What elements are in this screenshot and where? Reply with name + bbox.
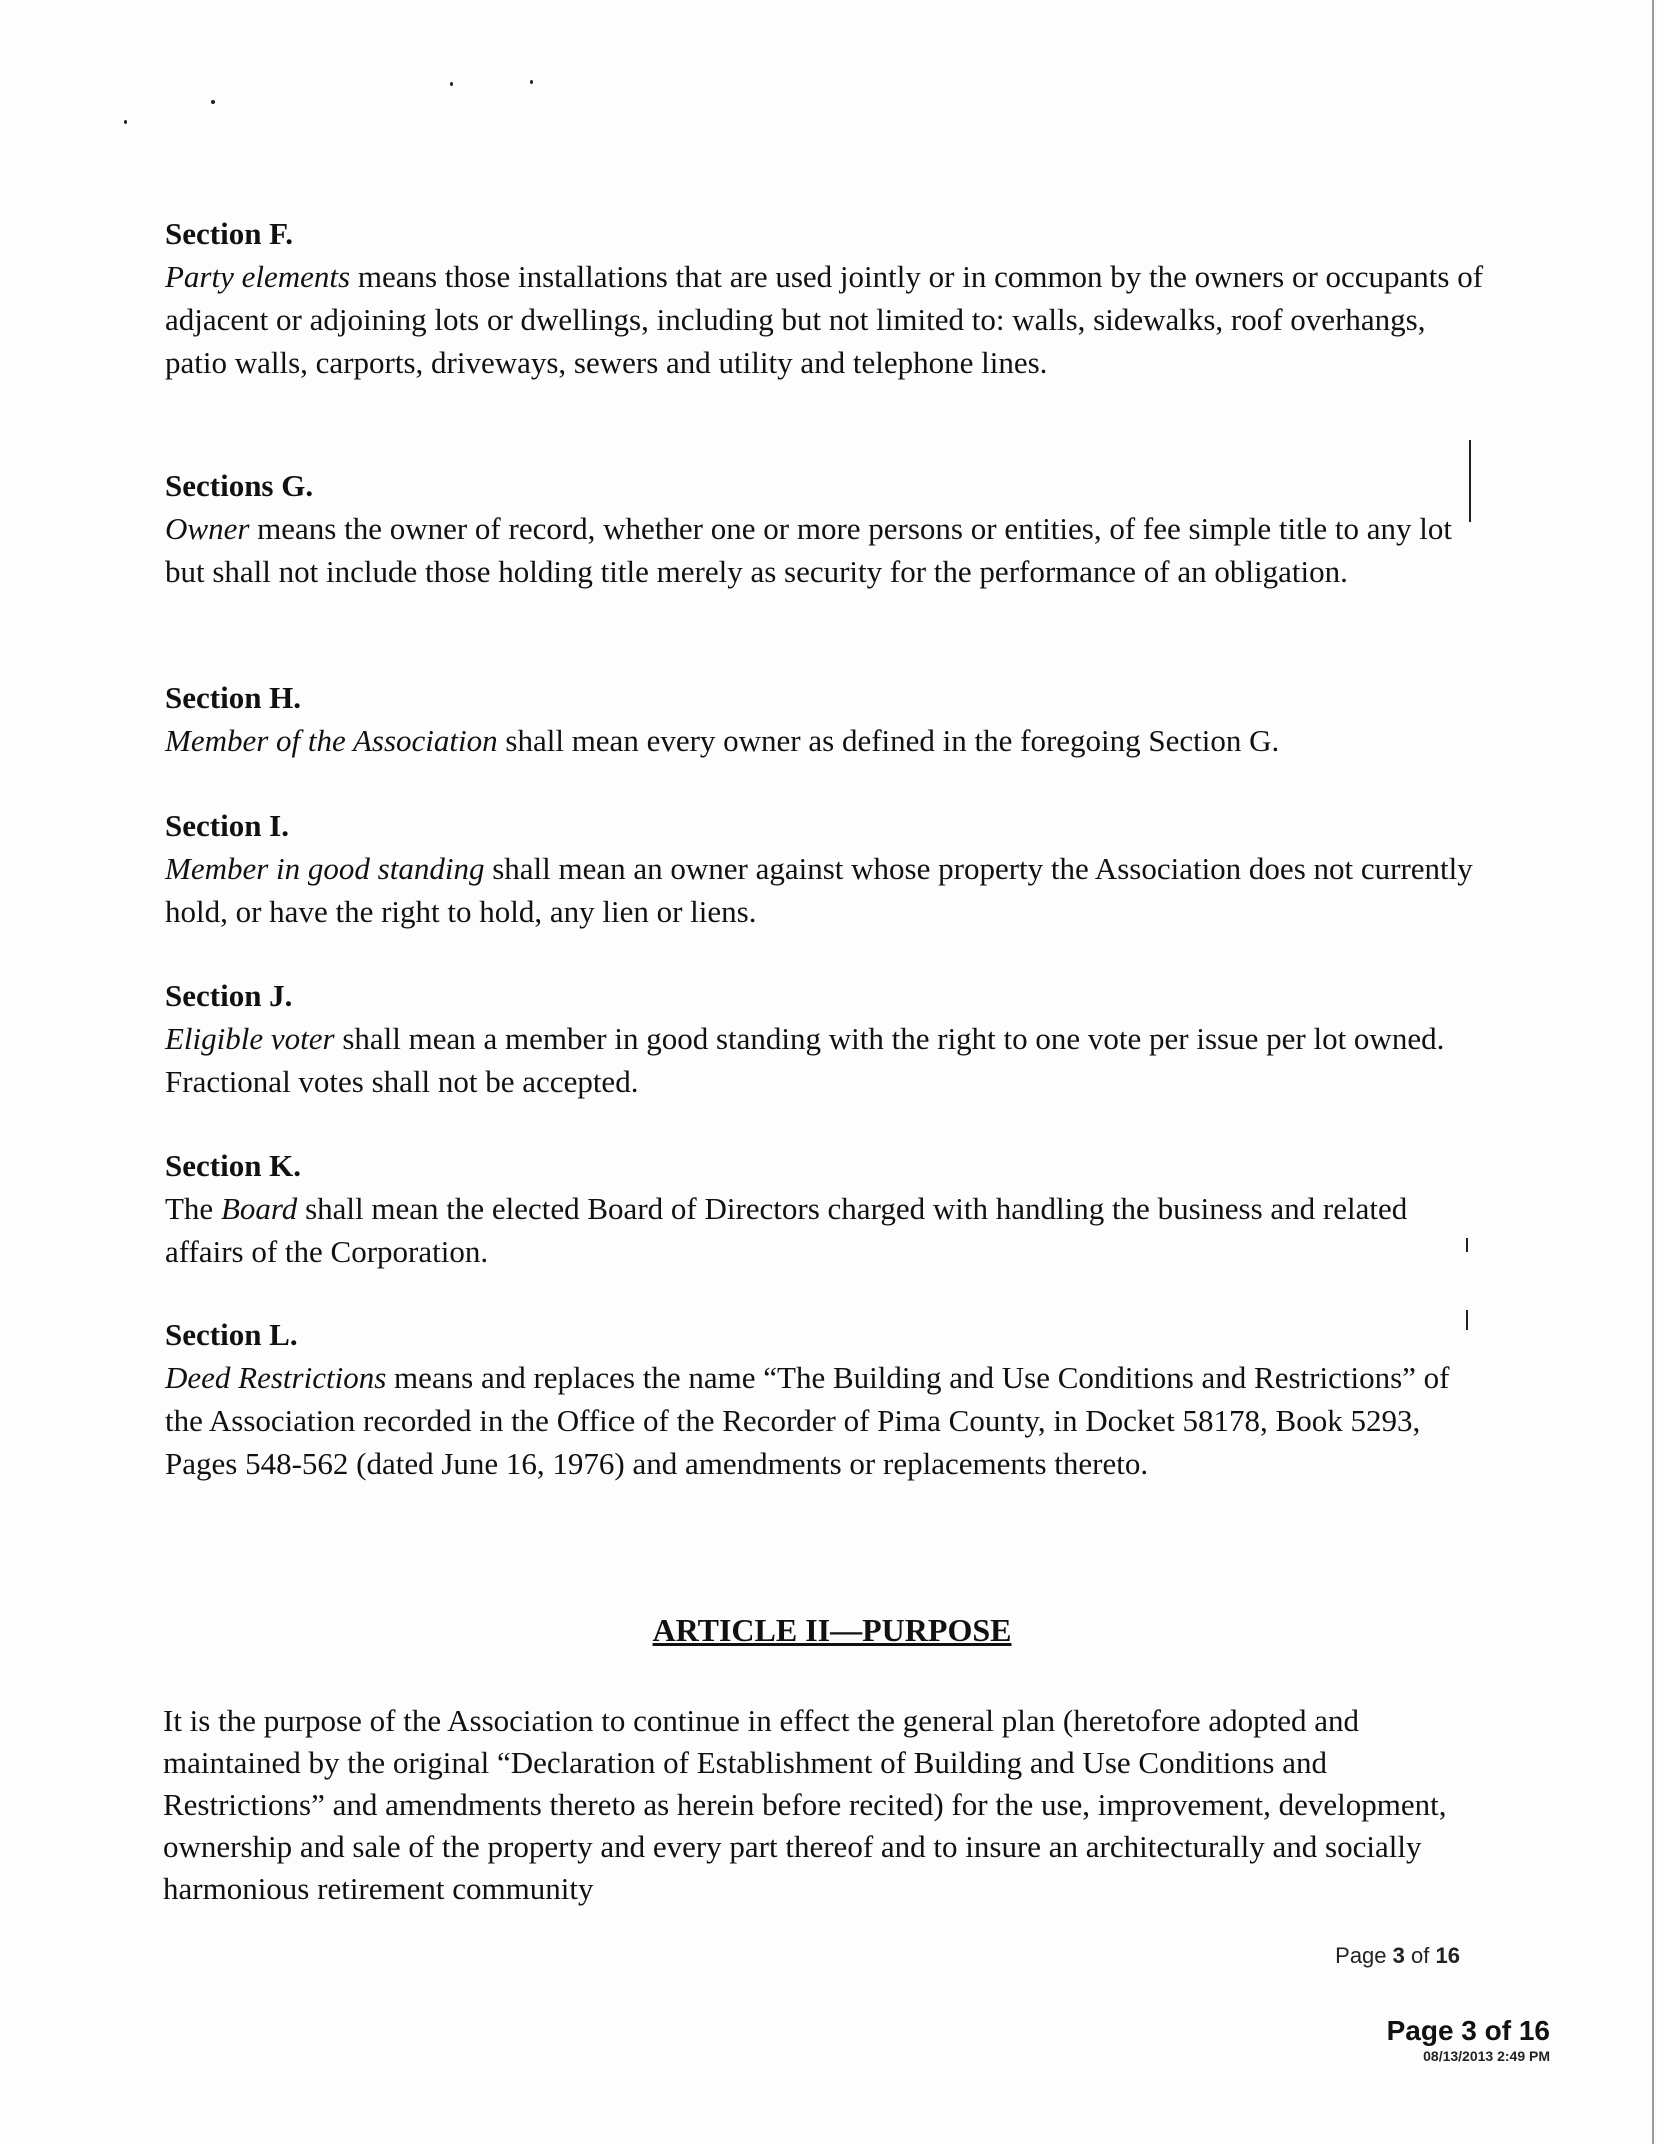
page-total: 16 [1435, 1943, 1460, 1968]
defined-term: Eligible voter [165, 1021, 335, 1056]
page-number-large: Page 3 of 16 [1386, 2015, 1550, 2046]
definition-text: shall mean the elected Board of Directors charged with handling the business and related affairs of the Corporation. [165, 1191, 1408, 1269]
section-i [165, 804, 1485, 933]
section-body [165, 1356, 1485, 1485]
definition-text: shall mean a member in good standing with the right to one vote per issue per lot owned. Fractional votes shall not be accepted. [165, 1021, 1445, 1099]
definition-text: shall mean every owner as defined in the foregoing Section G. [497, 723, 1280, 758]
article-body: It is the purpose of the Association to continue in effect the general plan (heretofore adopted and maintained by the original “Declaration of Establishment of Building and Use Conditions and Restrictions” and amendments thereto as herein before recited) for the use, improvement, development, ownership and sale of the property and every part thereof and to insure an architecturally and socially harmonious retirement community [163, 1703, 1447, 1906]
section-body [165, 1017, 1485, 1103]
article-title: ARTICLE II—PURPOSE [652, 1612, 1012, 1648]
section-l [165, 1313, 1485, 1485]
section-body [165, 255, 1485, 384]
defined-term: Deed Restrictions [165, 1360, 387, 1395]
section-heading: Section L. [165, 1317, 298, 1352]
section-body [165, 507, 1485, 593]
section-k [165, 1144, 1485, 1273]
section-h [165, 676, 1485, 762]
page-number-small [1300, 1943, 1460, 1969]
defined-term: Member in good standing [165, 851, 485, 886]
section-heading: Section K. [165, 1148, 302, 1183]
definition-text: means those installations that are used jointly or in common by the owners or occupants of adjacent or adjoining lots or dwellings, including but not limited to: walls, sidewalks, roof overhangs, patio walls, carports, driveways, sewers and utility and telephone lines. [165, 259, 1484, 380]
scan-speck [211, 100, 215, 104]
section-heading: Section H. [165, 680, 302, 715]
section-g [165, 464, 1485, 593]
section-j [165, 974, 1485, 1103]
defined-term: Party elements [165, 259, 351, 294]
date-stamp: 08/13/2013 2:49 PM [1423, 2048, 1550, 2064]
page-of-label: of [1411, 1943, 1430, 1968]
scan-edge-line [1652, 0, 1654, 2144]
section-heading: Sections G. [165, 468, 314, 503]
scan-speck [124, 120, 127, 124]
page-current: 3 [1392, 1943, 1405, 1968]
scan-speck [450, 82, 453, 86]
defined-term: Board [220, 1191, 298, 1226]
section-heading: Section F. [165, 216, 294, 251]
definition-text: means and replaces the name “The Building and Use Conditions and Restrictions” of the Association recorded in the Office of the Recorder of Pima County, in Docket 58178, Book 5293, Pages 548-562 (dated June 16, 1976) and amendments or replacements thereto. [165, 1360, 1450, 1481]
definition-lead: The [165, 1191, 221, 1226]
definition-text: means the owner of record, whether one or more persons or entities, of fee simple title to any lot but shall not include those holding title merely as security for the performance of an obligation. [165, 511, 1452, 589]
section-body [165, 1187, 1485, 1273]
section-heading: Section I. [165, 808, 289, 843]
definition-text: shall mean an owner against whose property the Association does not currently hold, or have the right to hold, any lien or liens. [165, 851, 1473, 929]
defined-term: Owner [165, 511, 250, 546]
page-label: Page [1335, 1943, 1387, 1968]
section-body [165, 847, 1485, 933]
section-body [165, 719, 1485, 762]
section-heading: Section J. [165, 978, 293, 1013]
defined-term: Member of the Association [165, 723, 498, 758]
scan-speck [530, 80, 533, 84]
section-f [165, 212, 1485, 384]
